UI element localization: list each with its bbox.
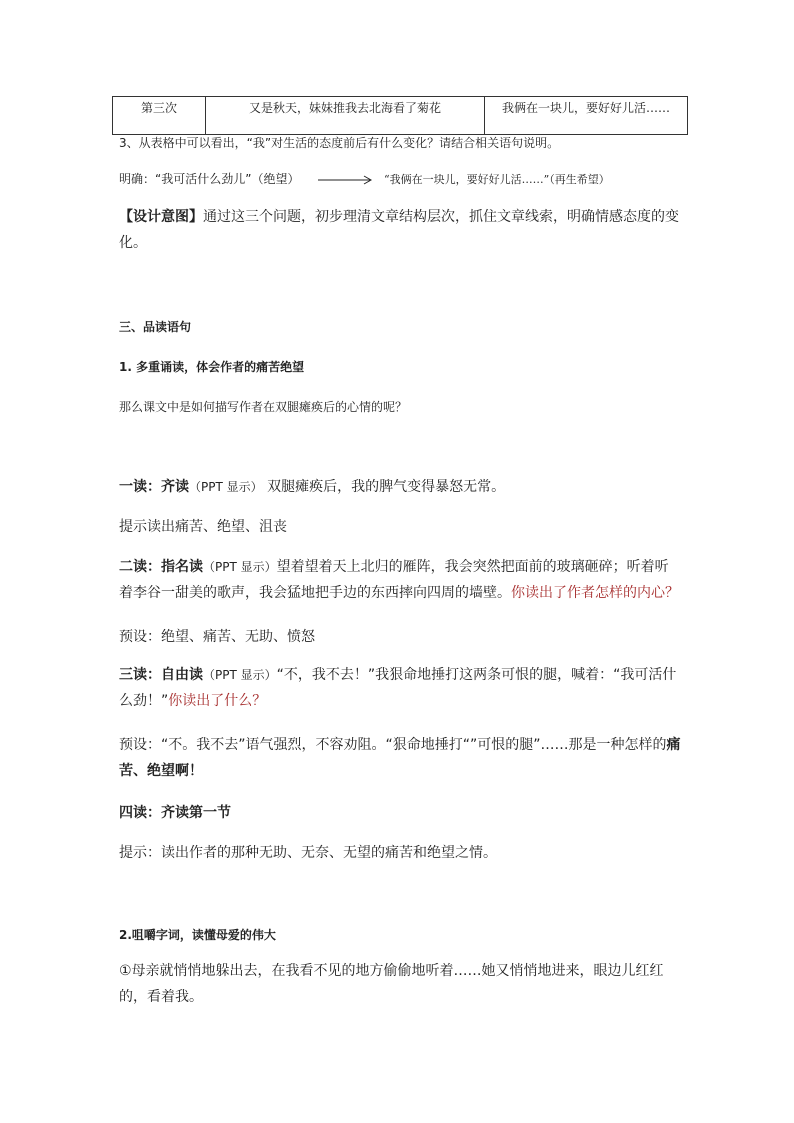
- section-heading: 三、品读语句: [119, 320, 192, 334]
- read-3-question: 你读出了什么？: [168, 693, 267, 709]
- table-row: [113, 97, 688, 135]
- preset-1: 预设：绝望、痛苦、无助、愤怒: [119, 629, 315, 645]
- subheading-2: 2.咀嚼字词，读懂母爱的伟大: [119, 928, 276, 942]
- read-2-ppt: （PPT 显示）: [203, 560, 277, 574]
- preset-2-bold: 痛苦、绝望啊！: [119, 737, 681, 779]
- read-4: 四读：齐读第一节: [119, 805, 231, 821]
- read-1-text: 双腿瘫痪后，我的脾气变得暴怒无常。: [267, 479, 506, 495]
- table-cell-quote: 我俩在一块儿，要好好儿活……: [485, 97, 688, 135]
- read-2: [119, 554, 681, 606]
- read-3-ppt: （PPT 显示）: [203, 668, 277, 682]
- table-cell-order: 第三次: [113, 97, 206, 135]
- answer-right: “我俩在一块儿，要好好儿活……”（再生希望）: [384, 173, 610, 186]
- answer-label: 明确：: [119, 172, 156, 186]
- design-intent-label: 【设计意图】: [119, 209, 203, 225]
- read-3-label: 三读：自由读: [119, 667, 203, 683]
- preset-2: [119, 732, 681, 784]
- read-1-label: 一读：齐读: [119, 479, 189, 495]
- paragraph-1: ①母亲就悄悄地躲出去，在我看不见的地方偷偷地听着……她又悄悄地进来，眼边儿红红的，看着我。: [119, 963, 664, 1005]
- read-2-question: 你读出了作者怎样的内心？: [511, 585, 679, 601]
- read-1: [119, 474, 679, 500]
- read-2-label: 二读：指名读: [119, 559, 203, 575]
- read-1-ppt: （PPT 显示）: [189, 480, 263, 494]
- table-cell-event: 又是秋天，妹妹推我去北海看了菊花: [206, 97, 485, 135]
- events-table: [112, 96, 688, 135]
- design-intent-text: 通过这三个问题，初步理清文章结构层次，抓住文章线索，明确情感态度的变化。: [119, 209, 679, 251]
- hint-2: 提示：读出作者的那种无助、无奈、无望的痛苦和绝望之情。: [119, 845, 497, 861]
- read-3-text: “不，我不去！”我狠命地捶打这两条可恨的腿，喊着：“我可活什么劲！”: [119, 667, 677, 709]
- answer-left: “我可活什么劲儿”（绝望）: [155, 172, 300, 186]
- preset-2-text: 预设：“不。我不去”语气强烈，不容劝阻。“狠命地捶打“”可恨的腿”……那是一种怎样的: [119, 737, 667, 753]
- read-2-text: 望着望着天上北归的雁阵，我会突然把面前的玻璃砸碎；听着听着李谷一甜美的歌声，我会猛地把手边的东西摔向四周的墙壁。: [119, 559, 669, 601]
- question-3: 3、从表格中可以看出，“我”对生活的态度前后有什么变化？请结合相关语句说明。: [119, 136, 560, 150]
- read-3: [119, 662, 681, 714]
- arrow-right-icon: [318, 174, 374, 186]
- subheading-1: 1. 多重诵读，体会作者的痛苦绝望: [119, 360, 305, 374]
- hint-1: 提示读出痛苦、绝望、沮丧: [119, 519, 287, 535]
- design-intent: [119, 204, 681, 256]
- intro-question: 那么课文中是如何描写作者在双腿瘫痪后的心情的呢？: [119, 400, 408, 414]
